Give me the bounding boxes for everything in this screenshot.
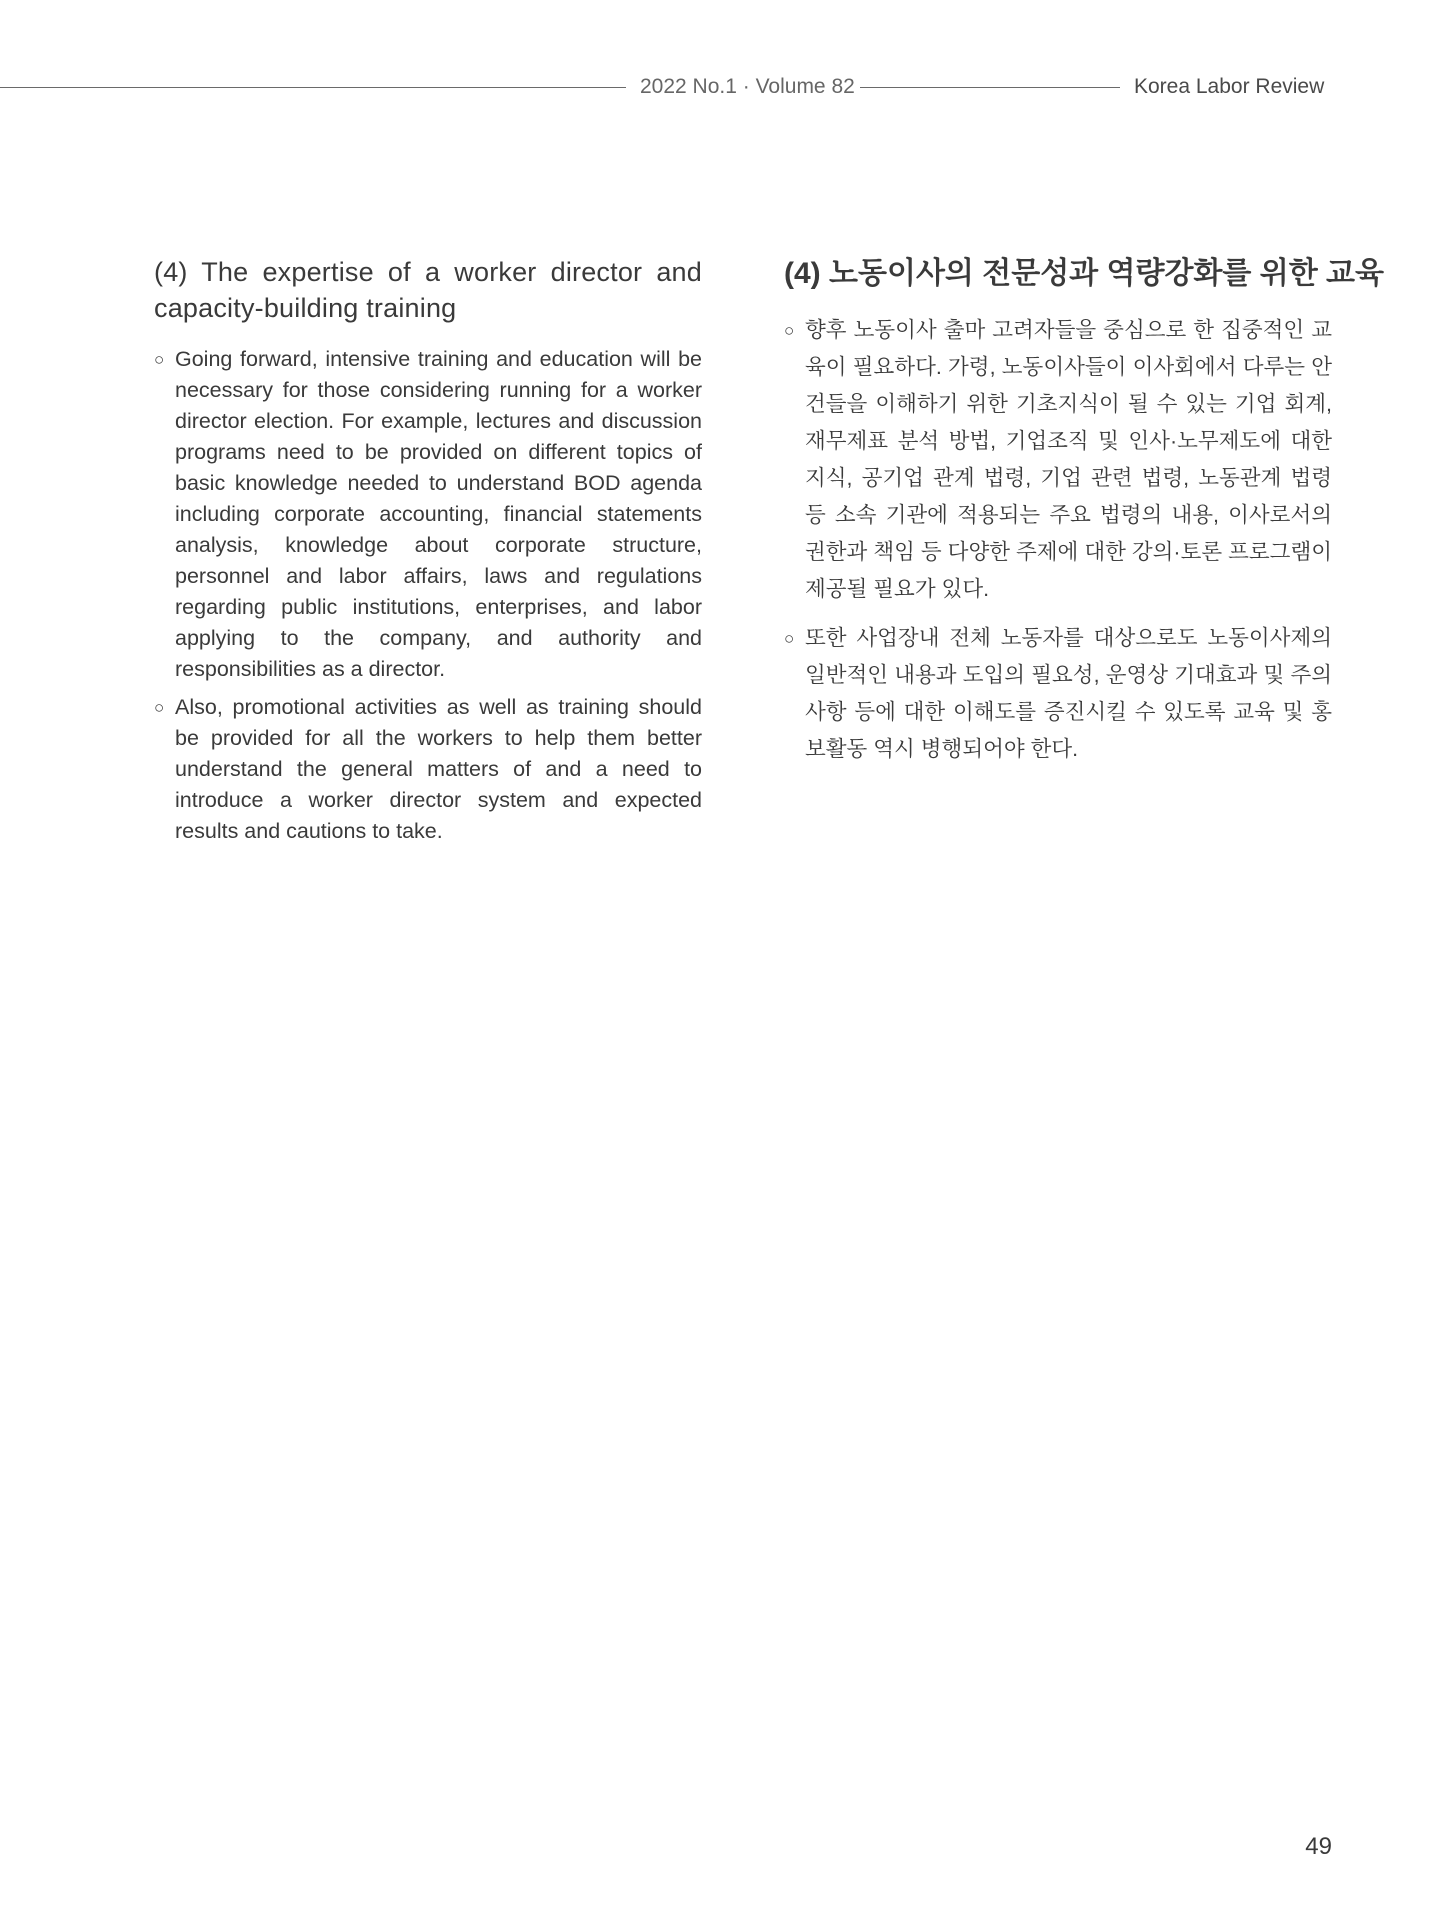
header-rule-left bbox=[0, 87, 626, 88]
english-paragraph-2: Also, promotional activities as well as training should be provided for all the workers to help them better understand the general matters of and a need to introduce a worker director system and expected results and cautions to take. bbox=[175, 695, 702, 843]
korean-bullet-item bbox=[784, 312, 1332, 608]
korean-paragraph-2: 또한 사업장내 전체 노동자를 대상으로도 노동이사제의 일반적인 내용과 도입의 필요성, 운영상 기대효과 및 주의사항 등에 대한 이해도를 증진시킬 수 있도록 교육 및 홍보활동 역시 병행되어야 한다. bbox=[805, 626, 1332, 761]
english-bullet-item bbox=[154, 692, 702, 847]
english-bullet-list bbox=[154, 344, 702, 847]
english-bullet-item bbox=[154, 344, 702, 685]
bullet-circle-icon: ○ bbox=[784, 629, 795, 648]
bullet-circle-icon: ○ bbox=[784, 321, 795, 340]
running-header bbox=[0, 72, 1431, 102]
bullet-circle-icon: ○ bbox=[154, 698, 165, 717]
english-section-heading: (4) The expertise of a worker director and capacity-building training bbox=[154, 257, 702, 323]
korean-column bbox=[784, 254, 1384, 780]
header-rule-right bbox=[860, 87, 1120, 88]
korean-section-heading: (4) 노동이사의 전문성과 역량강화를 위한 교육 bbox=[784, 257, 1384, 290]
korean-bullet-item bbox=[784, 620, 1332, 768]
page-number: 49 bbox=[1305, 1833, 1332, 1860]
korean-bullet-list bbox=[784, 312, 1332, 768]
journal-title: Korea Labor Review bbox=[1134, 75, 1325, 98]
korean-paragraph-1: 향후 노동이사 출마 고려자들을 중심으로 한 집중적인 교육이 필요하다. 가령, 노동이사들이 이사회에서 다루는 안건들을 이해하기 위한 기초지식이 될 수 있는 기업 회계, 재무제표 분석 방법, 기업조직 및 인사·노무제도에 대한 지식, 공기업 관계 법령, 기업 관련 법령, 노동관계 법령 등 소속 기관에 적용되는 주요 법령의 내용, 이사로서의 권한과 책임 등 다양한 주제에 대한 강의·토론 프로그램이 제공될 필요가 있다. bbox=[805, 318, 1332, 601]
english-paragraph-1: Going forward, intensive training and education will be necessary for those considering running for a worker director election. For example, lectures and discussion programs need to be provided on different topics of basic knowledge needed to understand BOD agenda including corporate accounting, financial statements analysis, knowledge about corporate structure, personnel and labor affairs, laws and regulations regarding public institutions, enterprises, and labor applying to the company, and authority and responsibilities as a director. bbox=[175, 347, 702, 681]
issue-label: 2022 No.1 · Volume 82 bbox=[640, 75, 855, 98]
bullet-circle-icon: ○ bbox=[154, 350, 165, 369]
english-column bbox=[154, 254, 702, 854]
